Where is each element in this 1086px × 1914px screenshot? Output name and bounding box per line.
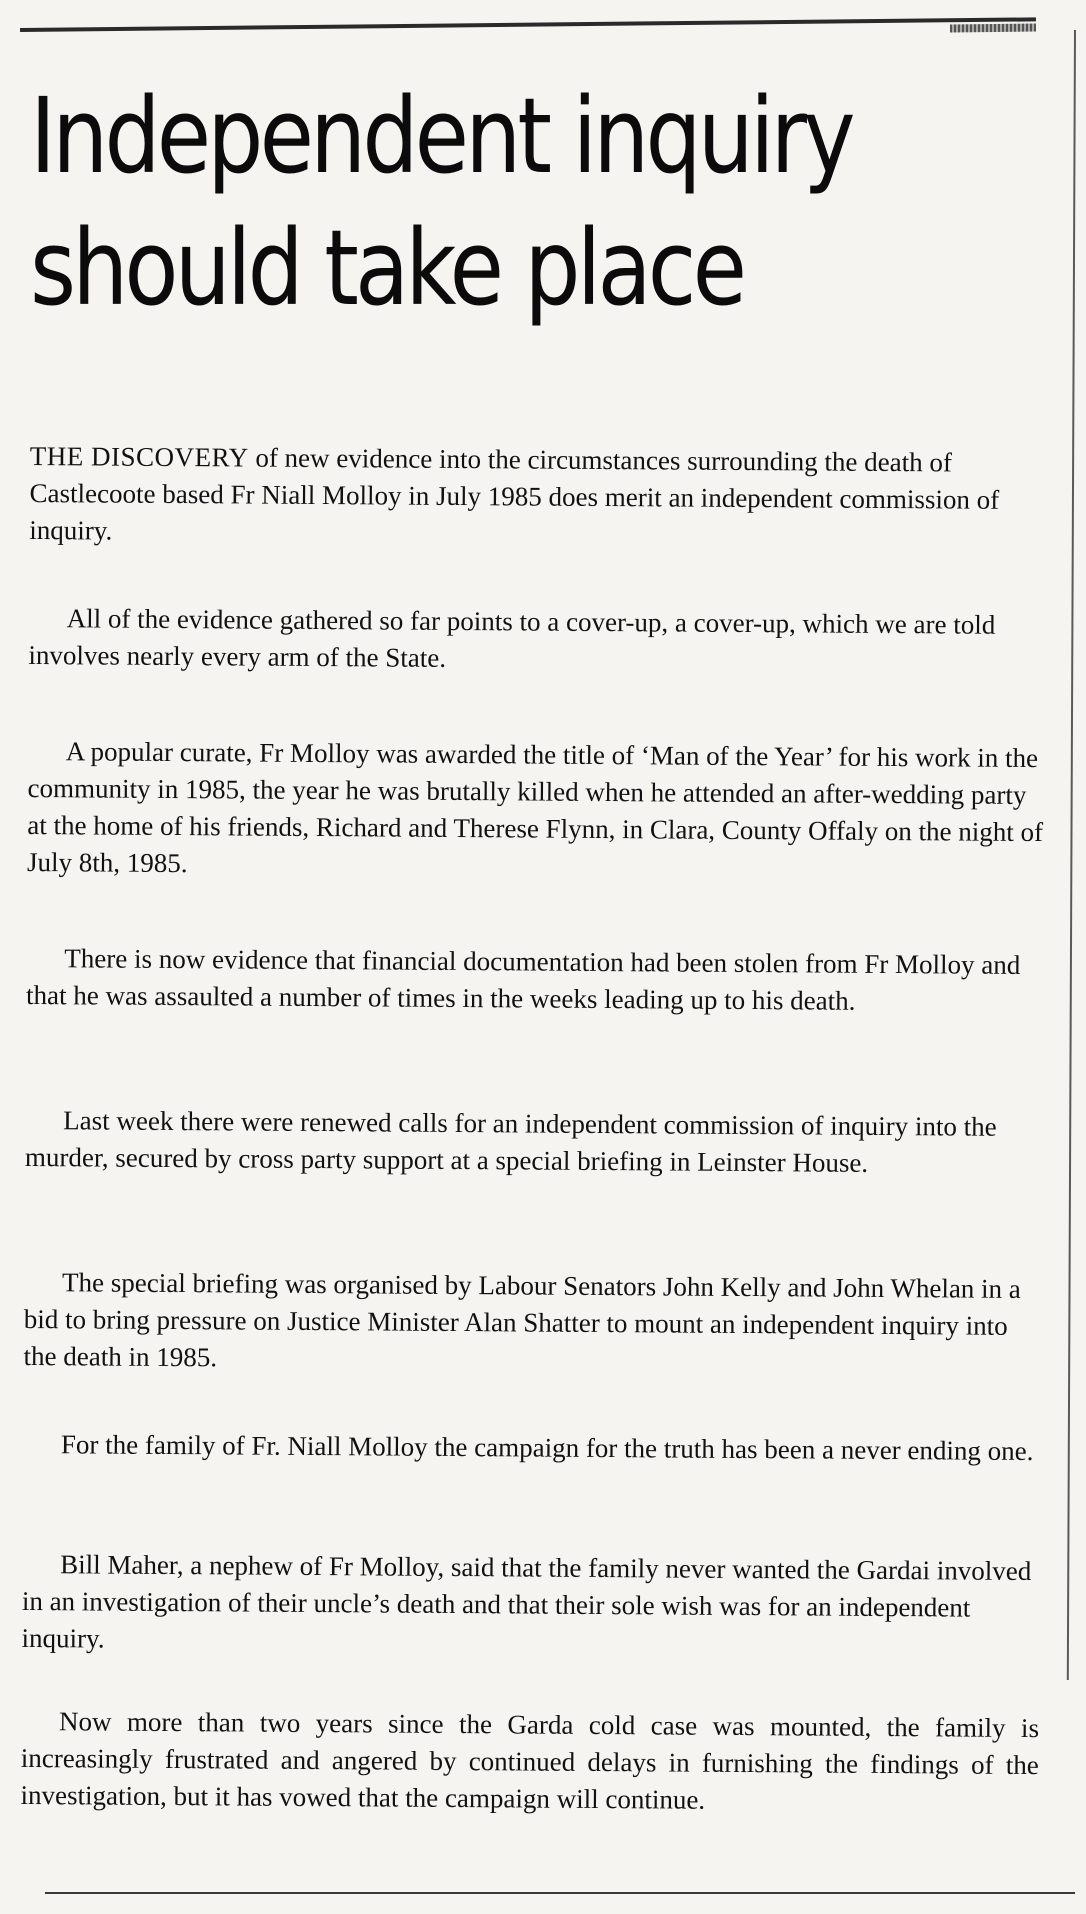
- top-rule: [20, 17, 1036, 32]
- article-headline: [30, 70, 872, 334]
- headline-line-1: Independent inquiry: [30, 75, 852, 197]
- paragraph-5: Last week there were renewed calls for an independent commission of inquiry into the murder, secured by cross party support at a special briefing in Leinster House.: [24, 1105, 997, 1178]
- paragraph-8: Bill Maher, a nephew of Fr Molloy, said that the family never wanted the Gardai involved in an investigation of their uncle’s death and that their sole wish was for an independent inquiry.: [21, 1549, 1032, 1654]
- top-rule-end: [950, 24, 1036, 33]
- paragraph-3: A popular curate, Fr Molloy was awarded the title of ‘Man of the Year’ for his work in the community in 1985, the year he was brutally killed when he attended an after-wedding party at the home of his friends, Richard and Therese Flynn, in Clara, County Offaly on the night of July 8th, 1985.: [26, 736, 1044, 879]
- paragraph-2: All of the evidence gathered so far points to a cover-up, a cover-up, which we are told involves nearly every arm of the State.: [28, 603, 996, 673]
- headline-line-2: should take place: [30, 207, 744, 329]
- column-rule: [1067, 30, 1076, 1680]
- lead-caps: THE DISCOVERY: [29, 440, 249, 473]
- paragraph-9: Now more than two years since the Garda cold case was mounted, the family is increasingly frustrated and angered by continued delays in furnishing the findings of the investigation, but it has vowed that the campaign will continue.: [20, 1706, 1040, 1815]
- paragraph-4: There is now evidence that financial documentation had been stolen from Fr Molloy and that he was assaulted a number of times in the weeks leading up to his death.: [26, 943, 1021, 1016]
- bottom-rule: [45, 1892, 1075, 1894]
- paragraph-7: For the family of Fr. Niall Molloy the campaign for the truth has been a never ending one.: [60, 1429, 1034, 1467]
- paragraph-1-text: of new evidence into the circumstances surrounding the death of Castlecoote based Fr Niall Molloy in July 1985 does merit an independent commission of inquiry.: [29, 442, 1000, 546]
- paragraph-1: [29, 438, 1048, 556]
- paragraph-6: The special briefing was organised by Labour Senators John Kelly and John Whelan in a bid to bring pressure on Justice Minister Alan Shatter to mount an independent inquiry into the death in 1985.: [23, 1267, 1021, 1373]
